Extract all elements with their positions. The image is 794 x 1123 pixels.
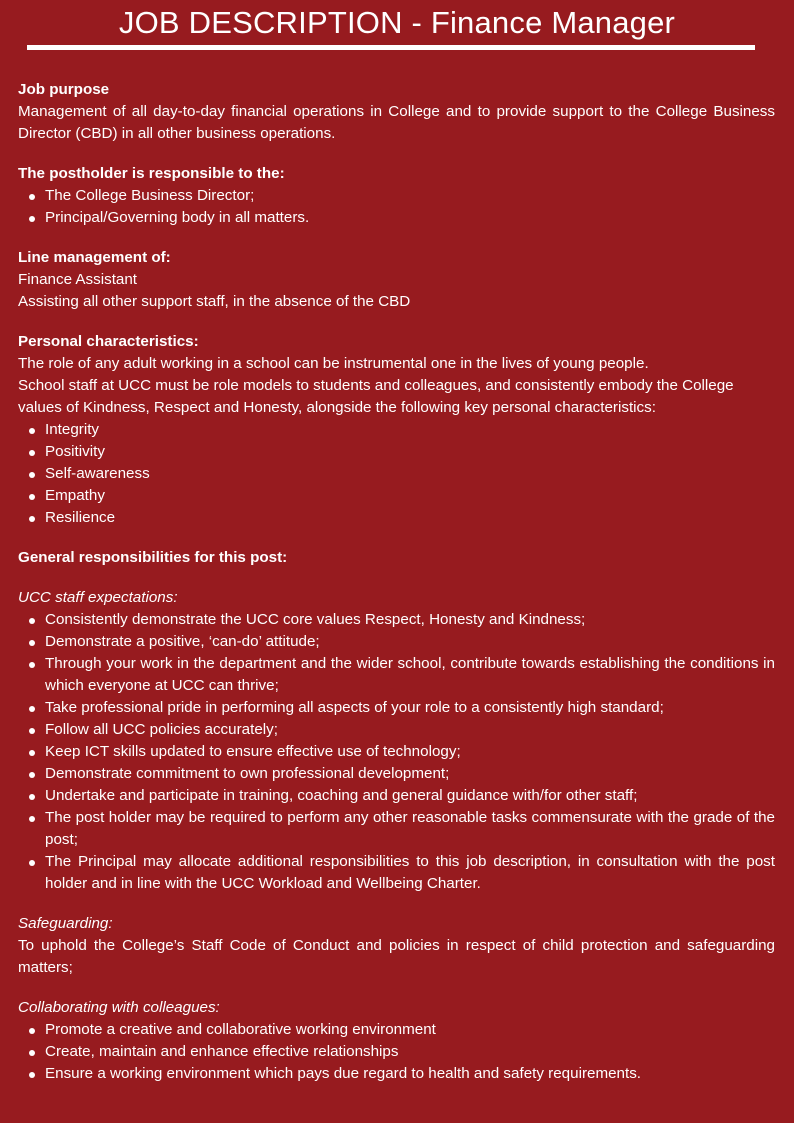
general-responsibilities-section (18, 547, 775, 1085)
personal-characteristics-list (18, 419, 775, 529)
list-item (45, 463, 775, 485)
personal-characteristics-intro: The role of any adult working in a school can be instrumental one in the lives of young people. (18, 355, 649, 372)
bullet-icon (29, 494, 35, 500)
list-item (45, 1019, 775, 1041)
bullet-icon (29, 450, 35, 456)
line-management-section (18, 247, 775, 313)
bullet-icon (29, 772, 35, 778)
bullet-icon (29, 1028, 35, 1034)
list-item (45, 185, 775, 207)
line-management-line: Assisting all other support staff, in the absence of the CBD (18, 293, 411, 310)
bullet-icon (29, 428, 35, 434)
list-item-text: Integrity (45, 421, 100, 438)
line-management-heading: Line management of: (18, 249, 171, 266)
list-item-text: Promote a creative and collaborative working environment (45, 1021, 436, 1038)
bullet-icon (29, 516, 35, 522)
list-item (45, 785, 775, 807)
list-item (45, 507, 775, 529)
personal-characteristics-text: School staff at UCC must be role models to students and colleagues, and consistently embody the College values of Kindness, Respect and Honesty, alongside the following key personal characteristics: (18, 377, 734, 416)
collaborating-list (18, 1019, 775, 1085)
bullet-icon (29, 1072, 35, 1078)
bullet-icon (29, 662, 35, 668)
personal-characteristics-heading: Personal characteristics: (18, 333, 199, 350)
bullet-icon (29, 640, 35, 646)
list-item-text: Principal/Governing body in all matters. (45, 209, 310, 226)
bullet-icon (29, 1050, 35, 1056)
list-item (45, 609, 775, 631)
list-item (45, 851, 775, 895)
bullet-icon (29, 472, 35, 478)
list-item-text: Consistently demonstrate the UCC core values Respect, Honesty and Kindness; (45, 611, 586, 628)
personal-characteristics-section (18, 331, 775, 529)
list-item-text: Take professional pride in performing all aspects of your role to a consistently high standard; (45, 699, 664, 716)
list-item (45, 1041, 775, 1063)
bullet-icon (29, 194, 35, 200)
list-item-text: The Principal may allocate additional responsibilities to this job description, in consultation with the post holder and in line with the UCC Workload and Wellbeing Charter. (45, 853, 775, 892)
bullet-icon (29, 794, 35, 800)
general-responsibilities-heading: General responsibilities for this post: (18, 549, 288, 566)
bullet-icon (29, 816, 35, 822)
title-divider (27, 45, 755, 50)
bullet-icon (29, 728, 35, 734)
list-item (45, 807, 775, 851)
document-body (18, 79, 775, 1103)
list-item (45, 741, 775, 763)
job-purpose-text: Management of all day-to-day financial operations in College and to provide support to the College Business Director (CBD) in all other business operations. (18, 103, 775, 142)
list-item-text: Create, maintain and enhance effective relationships (45, 1043, 399, 1060)
list-item (45, 653, 775, 697)
job-purpose-section (18, 79, 775, 145)
list-item (45, 719, 775, 741)
list-item-text: Ensure a working environment which pays due regard to health and safety requirements. (45, 1065, 642, 1082)
collaborating-subheading: Collaborating with colleagues: (18, 999, 220, 1016)
list-item-text: Empathy (45, 487, 105, 504)
staff-expectations-subheading: UCC staff expectations: (18, 589, 178, 606)
list-item (45, 1063, 775, 1085)
list-item-text: The College Business Director; (45, 187, 255, 204)
responsible-to-list (18, 185, 775, 229)
staff-expectations-list (18, 609, 775, 895)
list-item (45, 419, 775, 441)
list-item-text: Demonstrate a positive, ‘can-do’ attitude; (45, 633, 320, 650)
list-item-text: Keep ICT skills updated to ensure effective use of technology; (45, 743, 461, 760)
bullet-icon (29, 618, 35, 624)
responsible-to-heading: The postholder is responsible to the: (18, 165, 285, 182)
job-purpose-heading: Job purpose (18, 81, 110, 98)
bullet-icon (29, 706, 35, 712)
list-item-text: Positivity (45, 443, 105, 460)
list-item (45, 631, 775, 653)
list-item-text: The post holder may be required to perform any other reasonable tasks commensurate with the grade of the post; (45, 809, 775, 848)
list-item-text: Resilience (45, 509, 116, 526)
bullet-icon (29, 860, 35, 866)
bullet-icon (29, 216, 35, 222)
list-item-text: Demonstrate commitment to own professional development; (45, 765, 450, 782)
page-title: JOB DESCRIPTION - Finance Manager (118, 5, 676, 40)
responsible-to-section (18, 163, 775, 229)
line-management-line: Finance Assistant (18, 271, 138, 288)
safeguarding-text: To uphold the College’s Staff Code of Conduct and policies in respect of child protection and safeguarding matters; (18, 937, 775, 976)
list-item-text: Through your work in the department and the wider school, contribute towards establishing the conditions in which everyone at UCC can thrive; (45, 655, 775, 694)
list-item-text: Self-awareness (45, 465, 150, 482)
list-item (45, 207, 775, 229)
bullet-icon (29, 750, 35, 756)
list-item (45, 763, 775, 785)
list-item (45, 441, 775, 463)
list-item-text: Follow all UCC policies accurately; (45, 721, 278, 738)
list-item (45, 697, 775, 719)
list-item (45, 485, 775, 507)
safeguarding-subheading: Safeguarding: (18, 915, 113, 932)
list-item-text: Undertake and participate in training, coaching and general guidance with/for other staff; (45, 787, 638, 804)
